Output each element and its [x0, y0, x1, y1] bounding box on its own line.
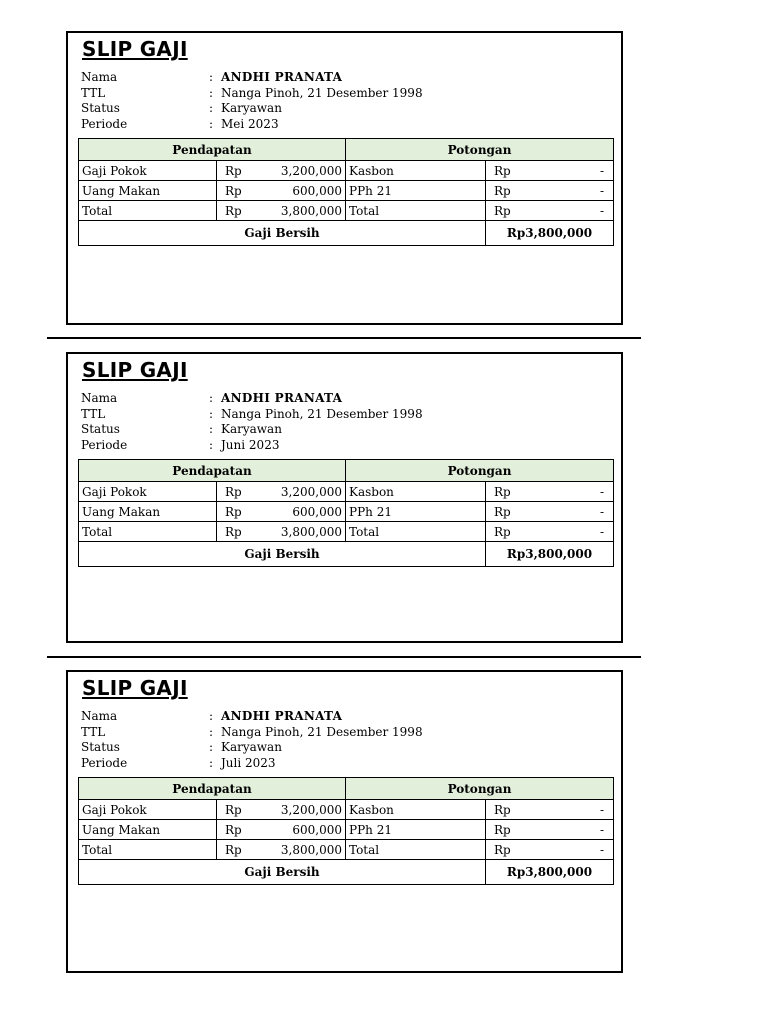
deduction-header: Potongan — [346, 139, 614, 161]
income-amount-cell — [217, 800, 346, 820]
income-header: Pendapatan — [79, 139, 346, 161]
currency: Rp — [225, 484, 242, 499]
currency: Rp — [494, 163, 511, 178]
income-label: Uang Makan — [79, 181, 217, 201]
amount: 3,800,000 — [280, 842, 342, 857]
income-header: Pendapatan — [79, 778, 346, 800]
deduction-label: Kasbon — [346, 482, 486, 502]
deduction-label: PPh 21 — [346, 502, 486, 522]
net-salary-label: Gaji Bersih — [79, 542, 486, 567]
info-colon: : — [209, 709, 214, 723]
employee-name: ANDHI PRANATA — [221, 70, 343, 84]
amount: - — [599, 484, 604, 499]
info-label: Periode — [81, 755, 128, 770]
deduction-header: Potongan — [346, 460, 614, 482]
employee-name: ANDHI PRANATA — [221, 391, 343, 405]
amount: 600,000 — [292, 183, 342, 198]
table-row — [79, 522, 614, 542]
currency: Rp — [225, 183, 242, 198]
info-label: Status — [81, 740, 120, 754]
info-colon: : — [209, 422, 214, 436]
net-salary-value: Rp3,800,000 — [486, 860, 614, 885]
employment-status: Karyawan — [221, 101, 282, 115]
amount: 3,200,000 — [280, 802, 342, 817]
income-amount-cell — [217, 502, 346, 522]
employment-status: Karyawan — [221, 740, 282, 754]
amount: 3,800,000 — [280, 524, 342, 539]
info-label: Nama — [81, 709, 118, 723]
table-row — [79, 820, 614, 840]
net-salary-label: Gaji Bersih — [79, 860, 486, 885]
net-salary-row — [79, 221, 614, 246]
employee-name: ANDHI PRANATA — [221, 709, 343, 723]
table-row — [79, 181, 614, 201]
deduction-amount-cell — [486, 482, 614, 502]
income-label: Total — [79, 201, 217, 221]
amount: 600,000 — [292, 504, 342, 519]
info-colon: : — [209, 116, 214, 131]
deduction-label: Total — [346, 201, 486, 221]
currency: Rp — [494, 524, 511, 539]
amount: - — [599, 842, 604, 857]
income-amount-cell — [217, 201, 346, 221]
info-colon: : — [209, 70, 214, 84]
table-row — [79, 482, 614, 502]
income-header: Pendapatan — [79, 460, 346, 482]
income-amount-cell — [217, 181, 346, 201]
deduction-amount-cell — [486, 502, 614, 522]
info-label: Periode — [81, 437, 128, 452]
currency: Rp — [494, 484, 511, 499]
pay-table — [78, 138, 614, 246]
income-amount-cell — [217, 161, 346, 181]
deduction-amount-cell — [486, 161, 614, 181]
amount: 3,200,000 — [280, 484, 342, 499]
slip-title: SLIP GAJI — [82, 676, 188, 700]
currency: Rp — [225, 163, 242, 178]
table-row — [79, 201, 614, 221]
income-amount-cell — [217, 820, 346, 840]
info-colon: : — [209, 755, 214, 770]
income-amount-cell — [217, 482, 346, 502]
currency: Rp — [494, 842, 511, 857]
net-salary-value: Rp3,800,000 — [486, 221, 614, 246]
info-colon: : — [209, 740, 214, 754]
currency: Rp — [225, 802, 242, 817]
currency: Rp — [225, 822, 242, 837]
info-colon: : — [209, 406, 214, 421]
birth-place-date: Nanga Pinoh, 21 Desember 1998 — [221, 85, 423, 100]
table-row — [79, 502, 614, 522]
income-label: Total — [79, 522, 217, 542]
currency: Rp — [494, 822, 511, 837]
amount: - — [599, 203, 604, 218]
pay-period: Juli 2023 — [221, 755, 276, 770]
currency: Rp — [494, 802, 511, 817]
currency: Rp — [225, 524, 242, 539]
deduction-label: Kasbon — [346, 800, 486, 820]
deduction-amount-cell — [486, 181, 614, 201]
table-row — [79, 161, 614, 181]
info-label: TTL — [81, 406, 106, 421]
income-label: Gaji Pokok — [79, 800, 217, 820]
deduction-header: Potongan — [346, 778, 614, 800]
deduction-label: Total — [346, 522, 486, 542]
deduction-amount-cell — [486, 840, 614, 860]
income-amount-cell — [217, 840, 346, 860]
currency: Rp — [494, 203, 511, 218]
pay-period: Juni 2023 — [221, 437, 280, 452]
salary-slip-juni — [66, 352, 623, 643]
info-label: Status — [81, 101, 120, 115]
info-colon: : — [209, 391, 214, 405]
info-colon: : — [209, 437, 214, 452]
table-header-row — [79, 139, 614, 161]
birth-place-date: Nanga Pinoh, 21 Desember 1998 — [221, 724, 423, 739]
deduction-label: Total — [346, 840, 486, 860]
slip-title: SLIP GAJI — [82, 358, 188, 382]
deduction-amount-cell — [486, 201, 614, 221]
currency: Rp — [225, 842, 242, 857]
info-label: TTL — [81, 85, 106, 100]
amount: - — [599, 524, 604, 539]
pay-table — [78, 777, 614, 885]
deduction-label: Kasbon — [346, 161, 486, 181]
income-label: Gaji Pokok — [79, 161, 217, 181]
income-label: Uang Makan — [79, 820, 217, 840]
pay-table — [78, 459, 614, 567]
cut-line-divider — [47, 656, 641, 658]
income-label: Uang Makan — [79, 502, 217, 522]
currency: Rp — [225, 504, 242, 519]
amount: - — [599, 802, 604, 817]
employment-status: Karyawan — [221, 422, 282, 436]
info-label: Status — [81, 422, 120, 436]
income-amount-cell — [217, 522, 346, 542]
pay-period: Mei 2023 — [221, 116, 279, 131]
deduction-amount-cell — [486, 522, 614, 542]
deduction-amount-cell — [486, 820, 614, 840]
income-label: Total — [79, 840, 217, 860]
amount: - — [599, 183, 604, 198]
table-header-row — [79, 460, 614, 482]
amount: 600,000 — [292, 822, 342, 837]
deduction-label: PPh 21 — [346, 820, 486, 840]
table-header-row — [79, 778, 614, 800]
table-row — [79, 840, 614, 860]
salary-slip-mei — [66, 31, 623, 325]
salary-slip-juli — [66, 670, 623, 973]
net-salary-label: Gaji Bersih — [79, 221, 486, 246]
deduction-amount-cell — [486, 800, 614, 820]
income-label: Gaji Pokok — [79, 482, 217, 502]
amount: 3,200,000 — [280, 163, 342, 178]
info-label: Nama — [81, 391, 118, 405]
birth-place-date: Nanga Pinoh, 21 Desember 1998 — [221, 406, 423, 421]
info-colon: : — [209, 85, 214, 100]
deduction-label: PPh 21 — [346, 181, 486, 201]
slip-title: SLIP GAJI — [82, 37, 188, 61]
info-label: Nama — [81, 70, 118, 84]
currency: Rp — [225, 203, 242, 218]
info-colon: : — [209, 724, 214, 739]
currency: Rp — [494, 504, 511, 519]
info-colon: : — [209, 101, 214, 115]
amount: - — [599, 504, 604, 519]
currency: Rp — [494, 183, 511, 198]
amount: - — [599, 163, 604, 178]
net-salary-row — [79, 860, 614, 885]
net-salary-row — [79, 542, 614, 567]
table-row — [79, 800, 614, 820]
info-label: TTL — [81, 724, 106, 739]
cut-line-divider — [47, 337, 641, 339]
amount: - — [599, 822, 604, 837]
net-salary-value: Rp3,800,000 — [486, 542, 614, 567]
amount: 3,800,000 — [280, 203, 342, 218]
info-label: Periode — [81, 116, 128, 131]
